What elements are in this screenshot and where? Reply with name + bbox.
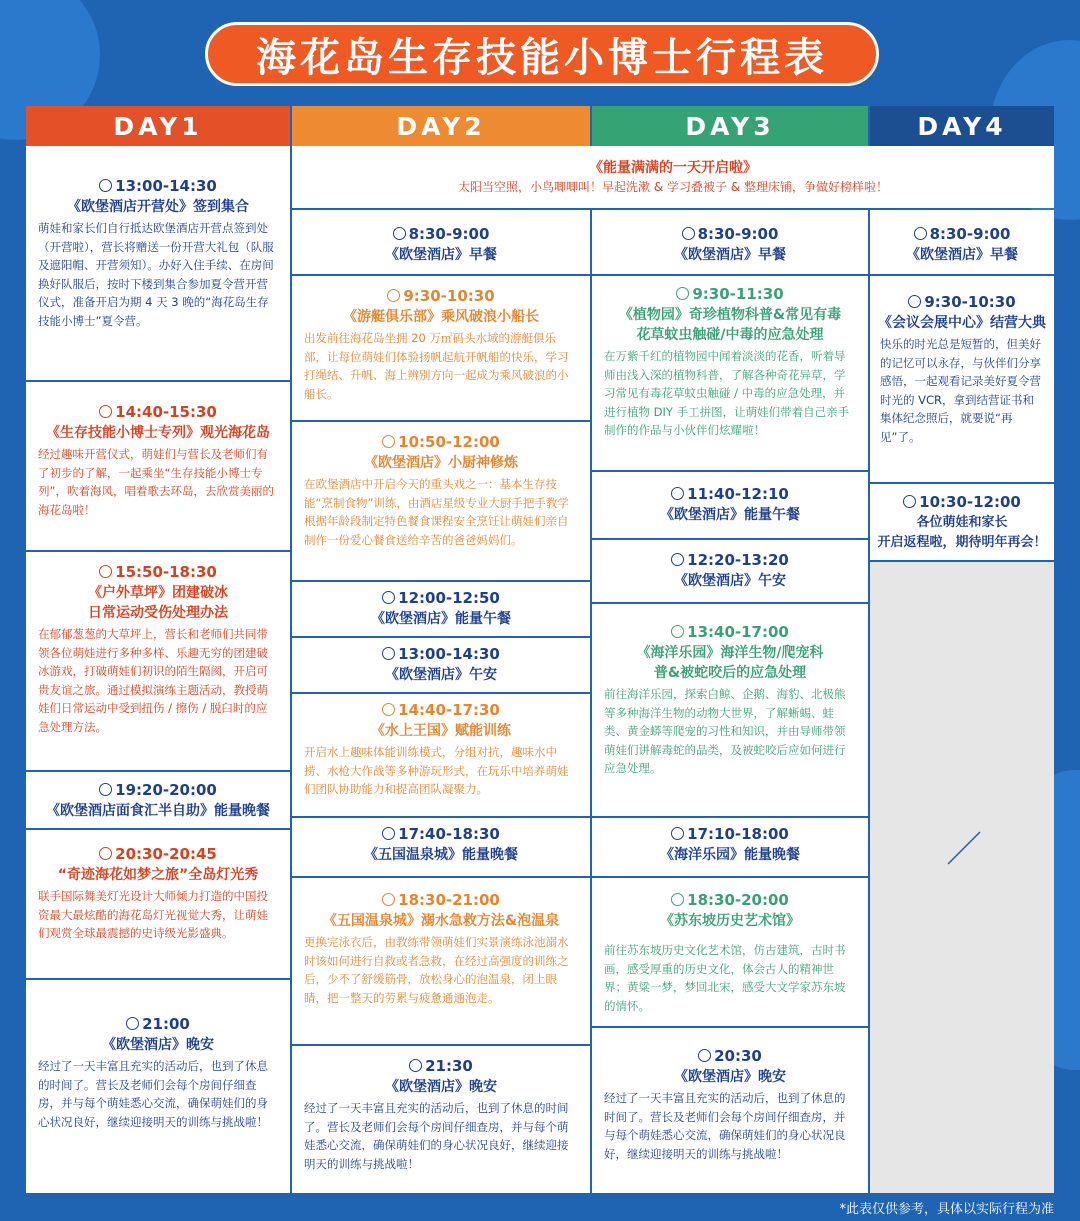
day2-item	[292, 636, 590, 692]
item-time	[592, 622, 868, 643]
time-text: 12:00-12:50	[398, 589, 500, 607]
item-location: 《欧堡酒店》晚安	[102, 1037, 214, 1053]
item-time	[592, 484, 868, 505]
item-location: 《户外草坪》团建破冰 日常运动受伤处理办法	[88, 585, 228, 621]
day3-item	[592, 538, 868, 602]
time-text: 11:40-12:10	[687, 485, 789, 503]
item-time	[870, 292, 1054, 313]
item-location: 《欧堡酒店》小厨神修炼	[364, 455, 518, 471]
item-time	[292, 824, 590, 845]
item-time	[26, 562, 290, 583]
clock-icon	[382, 647, 395, 660]
banner-text: 太阳当空照，小鸟唧唧叫！早起洗漱 & 学习叠被子 & 整理床铺，争做好榜样啦！	[458, 180, 888, 194]
item-location: 《欧堡酒店》晚安	[674, 1069, 786, 1085]
item-time	[292, 432, 590, 453]
clock-icon	[387, 289, 400, 302]
time-text: 8:30-9:00	[929, 225, 1011, 243]
item-time	[26, 402, 290, 423]
item-location: 《欧堡酒店》能量午餐	[660, 507, 800, 523]
day3-item	[592, 470, 868, 538]
item-time	[292, 644, 590, 665]
day2-item	[292, 274, 590, 420]
day3-item	[592, 210, 868, 274]
time-text: 10:50-12:00	[398, 433, 500, 451]
day1-item	[26, 978, 290, 1193]
time-text: 21:30	[425, 1057, 473, 1075]
item-location: 《海洋乐园》能量晚餐	[660, 847, 800, 863]
day4-item	[870, 482, 1054, 560]
time-text: 18:30-21:00	[398, 891, 500, 909]
time-text: 9:30-11:30	[692, 285, 784, 303]
item-description: 前往海洋乐园，探索白鲸、企鹅、海豹、北极熊等多种海洋生物的动物大世界，了解蜥蜴、蛙类、黄金蟒等爬宠的习性和知识，并由导师带领萌娃们讲解毒蛇的品类，及被蛇咬后应如何进行应急处理。	[604, 687, 846, 775]
item-description: 萌娃和家长们自行抵达欧堡酒店开营点签到处（开营啦），营长将赠送一份开营大礼包（队服及遮阳帽、开营须知）。办好入住手续、在房间换好队服后，按时下楼到集合参加夏令营开营仪式，准备开启为期 4 天 3 晚的“海花岛生存技能小博士”夏令营。	[38, 221, 274, 328]
day3-column	[592, 210, 868, 1193]
item-description: 联手国际舞美灯光设计大师倾力打造的中国投资最大最炫酷的海花岛灯光视觉大秀，让萌娃们观赏全球最震撼的史诗级光影盛典。	[38, 889, 268, 940]
day1-header: DAY1	[26, 106, 290, 146]
item-description: 快乐的时光总是短暂的，但美好的记忆可以永存，与伙伴们分享感悟，一起观看记录美好夏令营时光的 VCR，拿到结营证书和集体纪念照后，就要说“再见”了。	[880, 337, 1041, 444]
clock-icon	[682, 227, 695, 240]
day1-item	[26, 550, 290, 770]
clock-icon	[126, 1017, 139, 1030]
item-location: 《欧堡酒店》能量午餐	[371, 611, 511, 627]
item-time	[870, 492, 1054, 513]
item-time	[870, 224, 1054, 245]
slash-mark	[870, 562, 1054, 1193]
item-description: 更换完泳衣后，由教练带领萌娃们实景演练泳池溺水时该如何进行自救或者急救，在经过高强度的训练之后，少不了舒缓筋骨，放松身心的泡温泉，闭上眼睛，把一整天的劳累与疲惫通通泡走。	[304, 935, 569, 1005]
day2-item	[292, 210, 590, 274]
time-text: 9:30-10:30	[924, 293, 1016, 311]
clock-icon	[908, 295, 921, 308]
time-text: 14:40-15:30	[115, 403, 217, 421]
clock-icon	[671, 893, 684, 906]
clock-icon	[382, 893, 395, 906]
clock-icon	[903, 495, 916, 508]
item-location: 《欧堡酒店》晚安	[385, 1079, 497, 1095]
day1-item	[26, 770, 290, 828]
item-time	[292, 588, 590, 609]
time-text: 13:40-17:00	[687, 623, 789, 641]
clock-icon	[393, 227, 406, 240]
banner-title: 《能量满满的一天开启啦》	[589, 160, 757, 176]
item-description: 经过趣味开营仪式，萌娃们与营长及老师们有了初步的了解，一起乘坐“生存技能小博士专列”，吹着海风，唱着歌去环岛，去欣赏美丽的海花岛啦！	[38, 447, 274, 517]
item-location: 《植物园》奇珍植物科普&常见有毒 花草蚊虫触碰/中毒的应急处理	[618, 307, 842, 343]
day3-item	[592, 1026, 868, 1193]
page-title-text: 海花岛生存技能小博士行程表	[256, 34, 828, 81]
item-description: 前往苏东坡历史文化艺术馆，仿古建筑，古时书画，感受厚重的历史文化，体会古人的精神世界；黄粱一梦，梦回北宋，感受大文学家苏东坡的情怀。	[604, 943, 846, 1013]
item-description: 经过了一天丰富且充实的活动后，也到了休息的时间了。营长及老师们会每个房间仔细查房，并与每个萌娃悉心交流，确保萌娃们的身心状况良好，继续迎接明天的训练与挑战啦！	[38, 1059, 268, 1129]
item-description: 经过了一天丰富且充实的活动后，也到了休息的时间了。营长及老师们会每个房间仔细查房，并与每个萌娃悉心交流，确保萌娃们的身心状况良好，继续迎接明天的训练与挑战啦！	[304, 1101, 569, 1171]
day2-column	[292, 210, 590, 1193]
item-location: 《苏东坡历史艺术馆》	[660, 913, 800, 929]
clock-icon	[671, 827, 684, 840]
item-time	[292, 286, 590, 307]
item-location: 《欧堡酒店》早餐	[385, 247, 497, 263]
item-location: 《五国温泉城》溺水急救方法&泡温泉	[322, 913, 560, 929]
day4-empty-area	[870, 562, 1054, 1193]
time-text: 19:20-20:00	[115, 781, 217, 799]
time-text: 10:30-12:00	[919, 493, 1021, 511]
item-time	[292, 700, 590, 721]
item-location: 《欧堡酒店面食汇半自助》能量晚餐	[46, 803, 270, 819]
item-time	[26, 1014, 290, 1035]
day2-item	[292, 876, 590, 1044]
item-location: 《欧堡酒店》午安	[385, 667, 497, 683]
item-location: “奇迹海花如梦之旅”全岛灯光秀	[57, 867, 259, 883]
day2-item	[292, 692, 590, 816]
time-text: 8:30-9:00	[697, 225, 779, 243]
day2-item	[292, 420, 590, 580]
day4-column	[870, 210, 1054, 560]
time-text: 21:00	[142, 1015, 190, 1033]
clock-icon	[382, 591, 395, 604]
clock-icon	[99, 565, 112, 578]
day4-item	[870, 210, 1054, 274]
item-time	[26, 780, 290, 801]
item-location: 《海洋乐园》海洋生物/爬宠科 普&被蛇咬后的应急处理	[636, 645, 824, 681]
page-title	[205, 22, 879, 86]
day3-item	[592, 876, 868, 1026]
item-time	[592, 1046, 868, 1067]
clock-icon	[671, 487, 684, 500]
item-time	[592, 550, 868, 571]
clock-icon	[671, 553, 684, 566]
clock-icon	[99, 847, 112, 860]
day1-item	[26, 380, 290, 550]
day3-item	[592, 274, 868, 470]
day3-header: DAY3	[592, 106, 868, 146]
clock-icon	[99, 783, 112, 796]
item-description: 开启水上趣味体能训练模式，分组对抗，趣味水中捞、水枪大作战等多种游玩形式，在玩乐中培养萌娃们团队协助能力和提高团队凝聚力。	[304, 745, 569, 796]
day1-item	[26, 146, 290, 380]
clock-icon	[409, 1059, 422, 1072]
item-location: 《游艇俱乐部》乘风破浪小船长	[343, 309, 539, 325]
time-text: 12:20-13:20	[687, 551, 789, 569]
item-time	[592, 224, 868, 245]
item-time	[26, 176, 290, 197]
time-text: 17:40-18:30	[398, 825, 500, 843]
item-description: 在欧堡酒店中开启今天的重头戏之一：基本生存技能“烹制食物”训练，由酒店星级专业大厨手把手教学根据年龄段制定特色餐食课程安全烹饪让萌娃们亲自制作一份爱心餐食送给辛苦的爸爸妈妈们。	[304, 477, 569, 547]
item-location: 《欧堡酒店开营处》签到集合	[67, 199, 249, 215]
time-text: 17:10-18:00	[687, 825, 789, 843]
time-text: 15:50-18:30	[115, 563, 217, 581]
time-text: 18:30-20:00	[687, 891, 789, 909]
clock-icon	[698, 1049, 711, 1062]
morning-banner	[292, 146, 1054, 208]
footnote: *此表仅供参考，具体以实际行程为准	[839, 1202, 1054, 1217]
clock-icon	[99, 179, 112, 192]
time-text: 20:30	[714, 1047, 762, 1065]
item-time	[292, 890, 590, 911]
item-location: 《欧堡酒店》早餐	[674, 247, 786, 263]
day2-item	[292, 816, 590, 876]
time-text: 13:00-14:30	[398, 645, 500, 663]
item-description: 出发前往海花岛坐拥 20 万㎡码头水域的游艇俱乐部，让每位萌娃们体验扬帆起航开帆船的快乐，学习打绳结、升帆、海上辨别方向一起成为乘风破浪的小船长。	[304, 331, 569, 401]
item-location: 《欧堡酒店》早餐	[906, 247, 1018, 263]
day2-item	[292, 580, 590, 636]
item-time	[592, 890, 868, 911]
item-time	[292, 224, 590, 245]
item-description: 在郁郁葱葱的大草坪上，营长和老师们共同带领各位萌娃进行多种多样、乐趣无穷的团建破冰游戏，打破萌娃们初识的陌生隔阂，开启可贵友谊之旅。通过模拟演练主题活动，教授萌娃们日常运动中受到扭伤 / 擦伤 / 脱臼时的应急处理方法。	[38, 627, 268, 734]
time-text: 20:30-20:45	[115, 845, 217, 863]
day3-item	[592, 602, 868, 816]
item-location: 《水上王国》赋能训练	[371, 723, 511, 739]
item-location: 《欧堡酒店》午安	[674, 573, 786, 589]
day4-header: DAY4	[870, 106, 1054, 146]
item-description: 在万紫千红的植物园中闻着淡淡的花香，听着导师由浅入深的植物科普，了解各种奇花异草，学习常见有毒花草蚊虫触碰 / 中毒的应急处理，并进行植物 DIY 手工拼图，让萌娃们带着自己亲手制作的作品与小伙伴们炫耀啦！	[604, 349, 850, 437]
clock-icon	[671, 625, 684, 638]
day3-item	[592, 816, 868, 876]
item-time	[292, 1056, 590, 1077]
time-text: 13:00-14:30	[115, 177, 217, 195]
item-time	[592, 284, 868, 305]
day1-column	[26, 146, 290, 1193]
item-description: 经过了一天丰富且充实的活动后，也到了休息的时间了。营长及老师们会每个房间仔细查房，并与每个萌娃悉心交流，确保萌娃们的身心状况良好，继续迎接明天的训练与挑战啦！	[604, 1091, 846, 1161]
clock-icon	[914, 227, 927, 240]
clock-icon	[676, 287, 689, 300]
clock-icon	[382, 827, 395, 840]
item-time	[592, 824, 868, 845]
clock-icon	[382, 703, 395, 716]
time-text: 8:30-9:00	[408, 225, 490, 243]
time-text: 9:30-10:30	[403, 287, 495, 305]
day4-item	[870, 274, 1054, 482]
item-location: 各位萌娃和家长 开启返程啦，期待明年再会！	[877, 515, 1047, 550]
day2-item	[292, 1044, 590, 1193]
time-text: 14:40-17:30	[398, 701, 500, 719]
day1-item	[26, 828, 290, 978]
clock-icon	[99, 405, 112, 418]
item-location: 《生存技能小博士专列》观光海花岛	[46, 425, 270, 441]
clock-icon	[382, 435, 395, 448]
item-time	[26, 844, 290, 865]
item-location: 《五国温泉城》能量晚餐	[364, 847, 518, 863]
item-location: 《会议会展中心》结营大典	[878, 315, 1046, 331]
day2-header: DAY2	[292, 106, 590, 146]
